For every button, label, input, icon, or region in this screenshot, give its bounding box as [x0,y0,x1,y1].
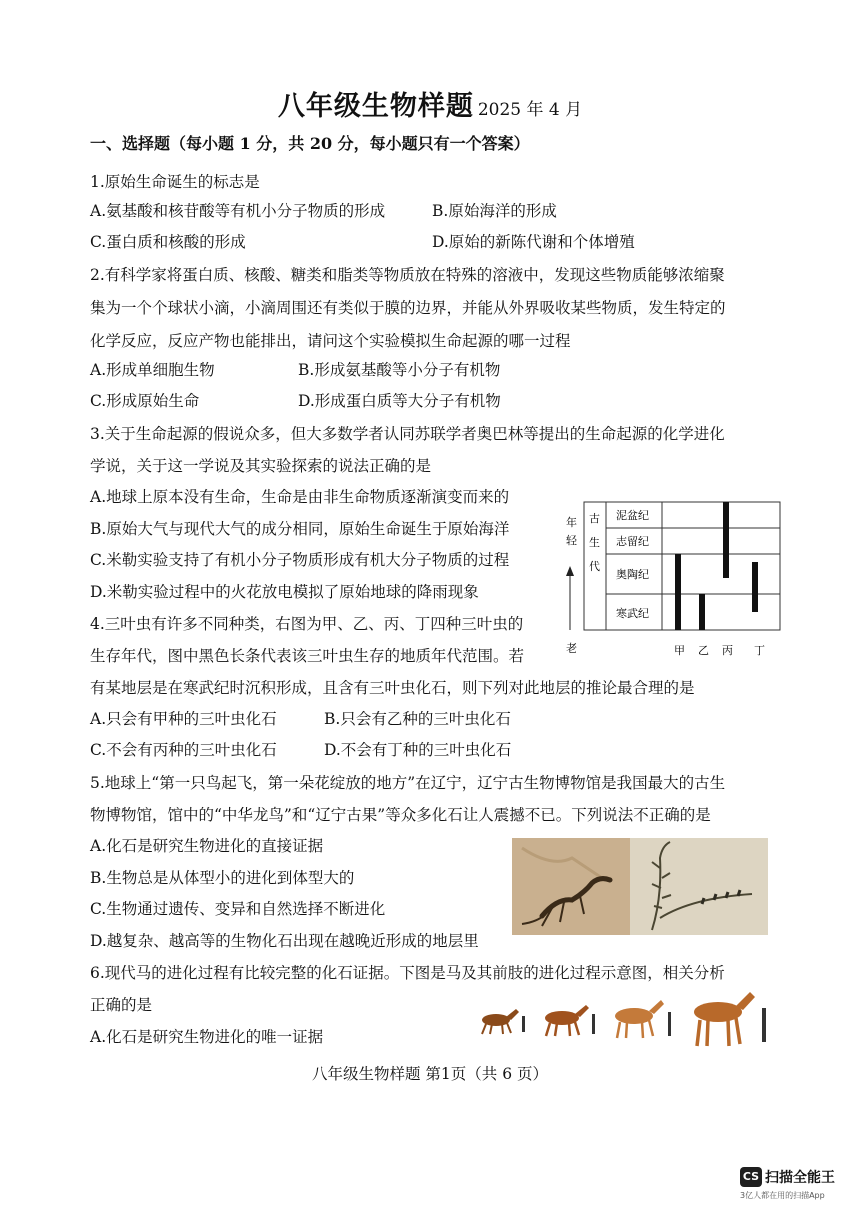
period-label-devonian: 泥盆纪 [616,509,649,522]
page-title [0,84,860,123]
q1-option-b: B.原始海洋的形成 [432,202,557,220]
bar-甲 [675,554,681,630]
q5-option-c: C.生物通过遗传、变异和自然选择不断进化 [90,900,386,918]
horse-evolution-figure [474,990,774,1052]
scanner-logo-icon: CS [740,1167,762,1187]
section-heading: 一、选择题（每小题 1 分，共 20 分，每小题只有一个答案） [90,134,530,153]
axis-label-young-2: 轻 [566,534,577,547]
q1-option-a: A.氨基酸和核苷酸等有机小分子物质的形成 [90,202,386,220]
q4-option-b: B.只会有乙种的三叶虫化石 [324,710,511,728]
q2-stem-3: 化学反应，反应产物也能排出，请问这个实验模拟生命起源的哪一过程 [90,332,571,350]
q5-option-a: A.化石是研究生物进化的直接证据 [90,837,324,855]
q6-stem-1: 6.现代马的进化过程有比较完整的化石证据。下图是马及其前肢的进化过程示意图，相关分析 [90,964,725,982]
scanner-tagline: 3亿人都在用的扫描App [740,1191,825,1200]
q3-option-c: C.米勒实验支持了有机小分子物质形成有机大分子物质的过程 [90,551,510,569]
era-label-2: 生 [589,536,600,549]
era-label-3: 代 [589,560,600,573]
fossil-photo [512,838,768,935]
scanner-watermark [740,1166,835,1200]
q4-stem-2: 生存年代，图中黑色长条代表该三叶虫生存的地质年代范围。若 [90,647,525,665]
period-label-cambrian: 寒武纪 [616,607,649,620]
trilobite-chart [566,496,786,658]
bar-丁 [752,562,758,612]
q4-option-a: A.只会有甲种的三叶虫化石 [90,710,277,728]
q1-option-c: C.蛋白质和核酸的形成 [90,233,246,251]
q3-option-a: A.地球上原本没有生命，生命是由非生命物质逐渐演变而来的 [90,488,510,506]
axis-label-young-1: 年 [566,516,577,529]
bar-丙 [723,502,729,578]
q6-option-a: A.化石是研究生物进化的唯一证据 [90,1028,324,1046]
q2-option-a: A.形成单细胞生物 [90,361,215,379]
q5-stem-2: 物博物馆，馆中的“中华龙鸟”和“辽宁古果”等众多化石让人震撼不已。下列说法不正确的是 [90,806,711,824]
bar-乙 [699,594,705,630]
species-label-yi: 乙 [698,644,709,657]
scanner-app-name: 扫描全能王 [765,1169,835,1186]
q4-stem-1: 4.三叶虫有许多不同种类，右图为甲、乙、丙、丁四种三叶虫的 [90,615,524,633]
q1-stem: 1.原始生命诞生的标志是 [90,173,260,191]
species-label-ding: 丁 [754,644,765,657]
page-footer: 八年级生物样题 第1页（共 6 页） [311,1065,548,1083]
q4-option-c: C.不会有丙种的三叶虫化石 [90,741,277,759]
q2-option-d: D.形成蛋白质等大分子有机物 [298,392,501,410]
q4-stem-3: 有某地层是在寒武纪时沉积形成，且含有三叶虫化石，则下列对此地层的推论最合理的是 [90,679,695,697]
era-label-1: 古 [589,512,600,525]
axis-label-old: 老 [566,642,577,655]
q2-option-c: C.形成原始生命 [90,392,200,410]
period-label-silurian: 志留纪 [616,535,649,548]
q3-option-d: D.米勒实验过程中的火花放电模拟了原始地球的降雨现象 [90,583,479,601]
q5-option-d: D.越复杂、越高等的生物化石出现在越晚近形成的地层里 [90,932,479,950]
q2-stem-2: 集为一个个球状小滴，小滴周围还有类似于膜的边界，并能从外界吸收某些物质，发生特定的 [90,299,726,317]
q1-option-d: D.原始的新陈代谢和个体增殖 [432,233,635,251]
q3-stem-2: 学说，关于这一学说及其实验探索的说法正确的是 [90,457,432,475]
q6-stem-2: 正确的是 [90,996,153,1014]
q4-option-d: D.不会有丁种的三叶虫化石 [324,741,512,759]
title-date: 2025 年 4 月 [477,100,583,120]
q2-stem-1: 2.有科学家将蛋白质、核酸、糖类和脂类等物质放在特殊的溶液中，发现这些物质能够浓缩聚 [90,266,725,284]
period-label-ordovician: 奥陶纪 [616,568,649,581]
species-label-bing: 丙 [722,644,733,657]
q2-option-b: B.形成氨基酸等小分子有机物 [298,361,501,379]
title-main: 八年级生物样题 [277,91,474,122]
q3-stem-1: 3.关于生命起源的假说众多，但大多数学者认同苏联学者奥巴林等提出的生命起源的化学进化 [90,425,725,443]
q5-stem-1: 5.地球上“第一只鸟起飞，第一朵花绽放的地方”在辽宁，辽宁古生物博物馆是我国最大的古生 [90,774,726,792]
species-label-jia: 甲 [674,644,685,657]
q3-option-b: B.原始大气与现代大气的成分相同，原始生命诞生于原始海洋 [90,520,510,538]
q5-option-b: B.生物总是从体型小的进化到体型大的 [90,869,355,887]
